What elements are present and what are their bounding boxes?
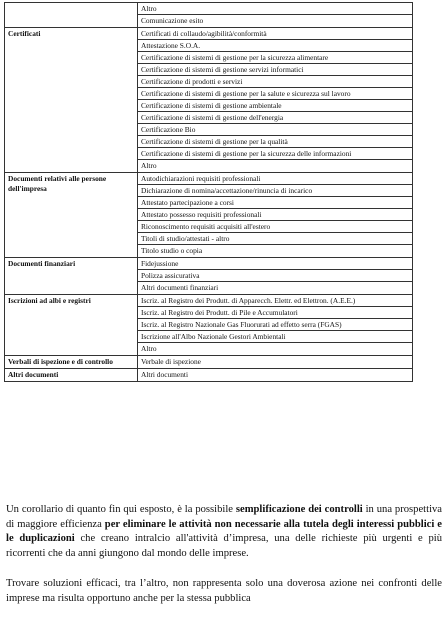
- document-type-item: Attestazione S.O.A.: [138, 39, 412, 51]
- document-type-item: Certificazione Bio: [138, 123, 412, 135]
- document-type-item: Altro: [138, 342, 412, 354]
- document-type-item: Certificazione di sistemi di gestione dell'energia: [138, 111, 412, 123]
- items-cell: [138, 356, 413, 369]
- document-type-item: Autodichiarazioni requisiti professionali: [141, 174, 261, 183]
- table-row: [5, 3, 413, 28]
- category-cell: Documenti finanziari: [5, 258, 138, 295]
- document-type-item: Attestato partecipazione a corsi: [138, 196, 412, 208]
- category-cell: Iscrizioni ad albi e registri: [5, 295, 138, 356]
- document-type-item: Iscrizione all'Albo Nazionale Gestori Ambientali: [138, 330, 412, 342]
- document-type-item: Certificazione di sistemi di gestione per la sicurezza alimentare: [138, 51, 412, 63]
- table-body: [5, 3, 413, 382]
- paragraph-simplification: [6, 503, 442, 561]
- document-types-table: [4, 2, 413, 382]
- items-cell: [138, 369, 413, 382]
- table-row: [5, 295, 413, 356]
- document-type-item: Dichiarazione di nomina/accettazione/rinuncia di incarico: [138, 184, 412, 196]
- document-type-item: Titolo studio o copia: [138, 244, 412, 256]
- paragraph1-text-1: Un corollario di quanto fin qui esposto, è la possibile: [6, 504, 236, 515]
- category-cell: Documenti relativi alle persone dell'impresa: [5, 173, 138, 258]
- document-type-item: Iscriz. al Registro dei Produtt. di Apparecch. Elettr. ed Elettron. (A.E.E.): [141, 296, 356, 305]
- table-row: [5, 369, 413, 382]
- document-type-item: Altro: [141, 4, 157, 13]
- document-type-item: Certificati di collaudo/agibilità/conformità: [141, 29, 267, 38]
- document-type-item: Certificazione di prodotti e servizi: [138, 75, 412, 87]
- document-type-item: Iscriz. al Registro Nazionale Gas Fluorurati ad effetto serra (FGAS): [138, 318, 412, 330]
- document-type-item: Certificazione di sistemi di gestione per la salute e sicurezza sul lavoro: [138, 87, 412, 99]
- document-type-item: Altro: [138, 159, 412, 171]
- items-cell: [138, 295, 413, 356]
- document-type-item: Altri documenti finanziari: [138, 281, 412, 293]
- category-cell: Verbali di ispezione e di controllo: [5, 356, 138, 369]
- table-row: [5, 258, 413, 295]
- document-type-item: Certificazione di sistemi di gestione per la sicurezza delle informazioni: [138, 147, 412, 159]
- document-type-item: Riconoscimento requisiti acquisiti all'estero: [138, 220, 412, 232]
- paragraph1-text-2: in una prospettiva di maggiore efficienza: [6, 504, 443, 530]
- document-type-item: Verbale di ispezione: [141, 357, 201, 366]
- table-row: [5, 28, 413, 173]
- document-type-item: Altri documenti: [141, 370, 189, 379]
- items-cell: [138, 258, 413, 295]
- document-type-item: Certificazione di sistemi di gestione servizi informatici: [138, 63, 412, 75]
- paragraph1-bold-2: per eliminare le attività non necessarie alla tutela degli interessi pubblici e le duplicazioni: [6, 518, 442, 544]
- document-type-item: Iscriz. al Registro dei Produtt. di Pile e Accumulatori: [138, 306, 412, 318]
- category-cell: [5, 3, 138, 28]
- document-type-item: Titoli di studio/attestati - altro: [138, 232, 412, 244]
- table-row: [5, 173, 413, 258]
- document-type-item: Certificazione di sistemi di gestione ambientale: [138, 99, 412, 111]
- document-type-item: Fidejussione: [141, 259, 179, 268]
- table-row: [5, 356, 413, 369]
- document-type-item: Certificazione di sistemi di gestione per la qualità: [138, 135, 412, 147]
- document-type-item: Polizza assicurativa: [138, 269, 412, 281]
- paragraph-solutions: Trovare soluzioni efficaci, tra l’altro, non rappresenta solo una doverosa azione nei confronti delle imprese ma risulta opportuno anche per la stessa pubblica: [6, 578, 442, 604]
- document-type-item: Attestato possesso requisiti professionali: [138, 208, 412, 220]
- paragraph1-text-3: che creano intralcio all'attività d’impresa, una delle richieste più urgenti e più ricorrenti che da anni giungono dal mondo delle imprese.: [6, 533, 442, 559]
- items-cell: [138, 3, 413, 28]
- category-cell: Altri documenti: [5, 369, 138, 382]
- items-cell: [138, 28, 413, 173]
- items-cell: [138, 173, 413, 258]
- paragraph1-bold-1: semplificazione dei controlli: [235, 504, 363, 515]
- document-type-item: Comunicazione esito: [138, 14, 412, 26]
- category-cell: Certificati: [5, 28, 138, 173]
